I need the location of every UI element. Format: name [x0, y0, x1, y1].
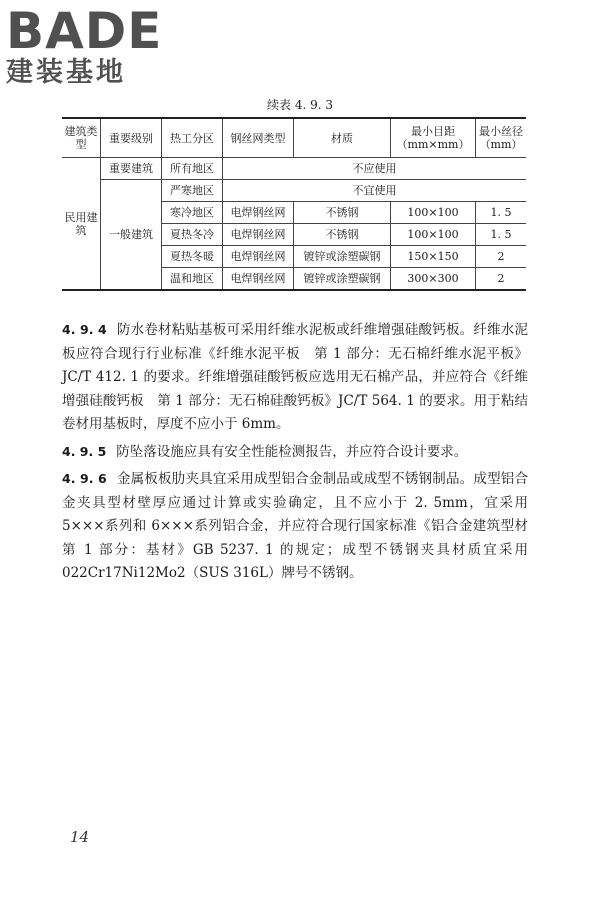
header-material: 材质 — [294, 118, 391, 158]
cell-diameter: 2 — [476, 268, 527, 291]
clause-text: 防水卷材粘贴基板可采用纤维水泥板或纤维增强硅酸钙板。纤维水泥板应符合现行行业标准《纤维水泥平板 第 1 部分：无石棉纤维水泥平板》JC/T 412. 1 的要求。纤维增强硅酸钙板应选用无石棉产品，并应符合《纤维增强硅酸钙板 第 1 部分：无石棉硅酸钙板》JC/T 564. 1 的要求。用于粘结卷材用基板时，厚度不应小于 6mm。 — [62, 322, 529, 432]
cell-material: 镀锌或涂塑碳钢 — [294, 268, 391, 291]
clause-body — [62, 318, 542, 589]
header-min-wire-diameter: 最小丝径（mm） — [476, 118, 527, 158]
cell-zone: 温和地区 — [162, 268, 223, 291]
cell-zone: 所有地区 — [162, 158, 223, 180]
cell-zone: 寒冷地区 — [162, 202, 223, 224]
cell-material: 不锈钢 — [294, 202, 391, 224]
cell-material: 镀锌或涂塑碳钢 — [294, 246, 391, 268]
header-building-type: 建筑类型 — [62, 118, 101, 158]
cell-zone: 夏热冬暖 — [162, 246, 223, 268]
page-number: 14 — [70, 828, 90, 846]
cell-diameter: 1. 5 — [476, 224, 527, 246]
header-min-mesh-spacing: 最小目距（mm×mm） — [391, 118, 476, 158]
cell-merged-note: 不宜使用 — [223, 180, 527, 202]
clause-paragraph — [62, 467, 542, 586]
cell-mesh-type: 电焊钢丝网 — [223, 268, 294, 291]
logo-chinese-name: 建装基地 — [6, 57, 126, 88]
clause-text: 防坠落设施应具有安全性能检测报告，并应符合设计要求。 — [116, 443, 468, 460]
table-row — [62, 180, 526, 202]
cell-spacing: 150×150 — [391, 246, 476, 268]
table-caption: 续表 4. 9. 3 — [267, 98, 333, 112]
header-thermal-zone: 热工分区 — [162, 118, 223, 158]
cell-material: 不锈钢 — [294, 224, 391, 246]
table-header-row — [62, 118, 526, 158]
cell-spacing: 100×100 — [391, 202, 476, 224]
brand-logo — [6, 2, 176, 90]
cell-level: 一般建筑 — [101, 180, 162, 291]
cell-zone: 严寒地区 — [162, 180, 223, 202]
cell-mesh-type: 电焊钢丝网 — [223, 246, 294, 268]
cell-spacing: 100×100 — [391, 224, 476, 246]
cell-mesh-type: 电焊钢丝网 — [223, 202, 294, 224]
clause-number: 4. 9. 6 — [62, 471, 107, 486]
spec-table — [62, 117, 526, 291]
cell-diameter: 2 — [476, 246, 527, 268]
clause-paragraph — [62, 440, 528, 465]
cell-mesh-type: 电焊钢丝网 — [223, 224, 294, 246]
cell-spacing: 300×300 — [391, 268, 476, 291]
clause-text: 金属板板肋夹具宜采用成型铝合金制品或成型不锈钢制品。成型铝合金夹具型材壁厚应通过计算或实验确定，且不应小于 2. 5mm，宜采用 5×××系列和 6×××系列铝合金，并应符合现行国家标准《铝合金建筑型材 第 1 部分：基材》GB 5237. 1 的规定；成型不锈钢夹具材质宜采用 022Cr17Ni12Mo2（SUS 316L）牌号不锈钢。 — [62, 471, 542, 581]
header-importance-level: 重要级别 — [101, 118, 162, 158]
cell-level: 重要建筑 — [101, 158, 162, 180]
logo-wordmark: BADE — [6, 2, 163, 60]
header-mesh-type: 钢丝网类型 — [223, 118, 294, 158]
clause-paragraph — [62, 318, 528, 437]
clause-number: 4. 9. 5 — [62, 443, 107, 459]
cell-merged-note: 不应使用 — [223, 158, 527, 180]
clause-number: 4. 9. 4 — [62, 322, 107, 337]
table-row — [62, 158, 526, 180]
cell-diameter: 1. 5 — [476, 202, 527, 224]
cell-zone: 夏热冬冷 — [162, 224, 223, 246]
cell-building-type: 民用建筑 — [62, 158, 101, 291]
